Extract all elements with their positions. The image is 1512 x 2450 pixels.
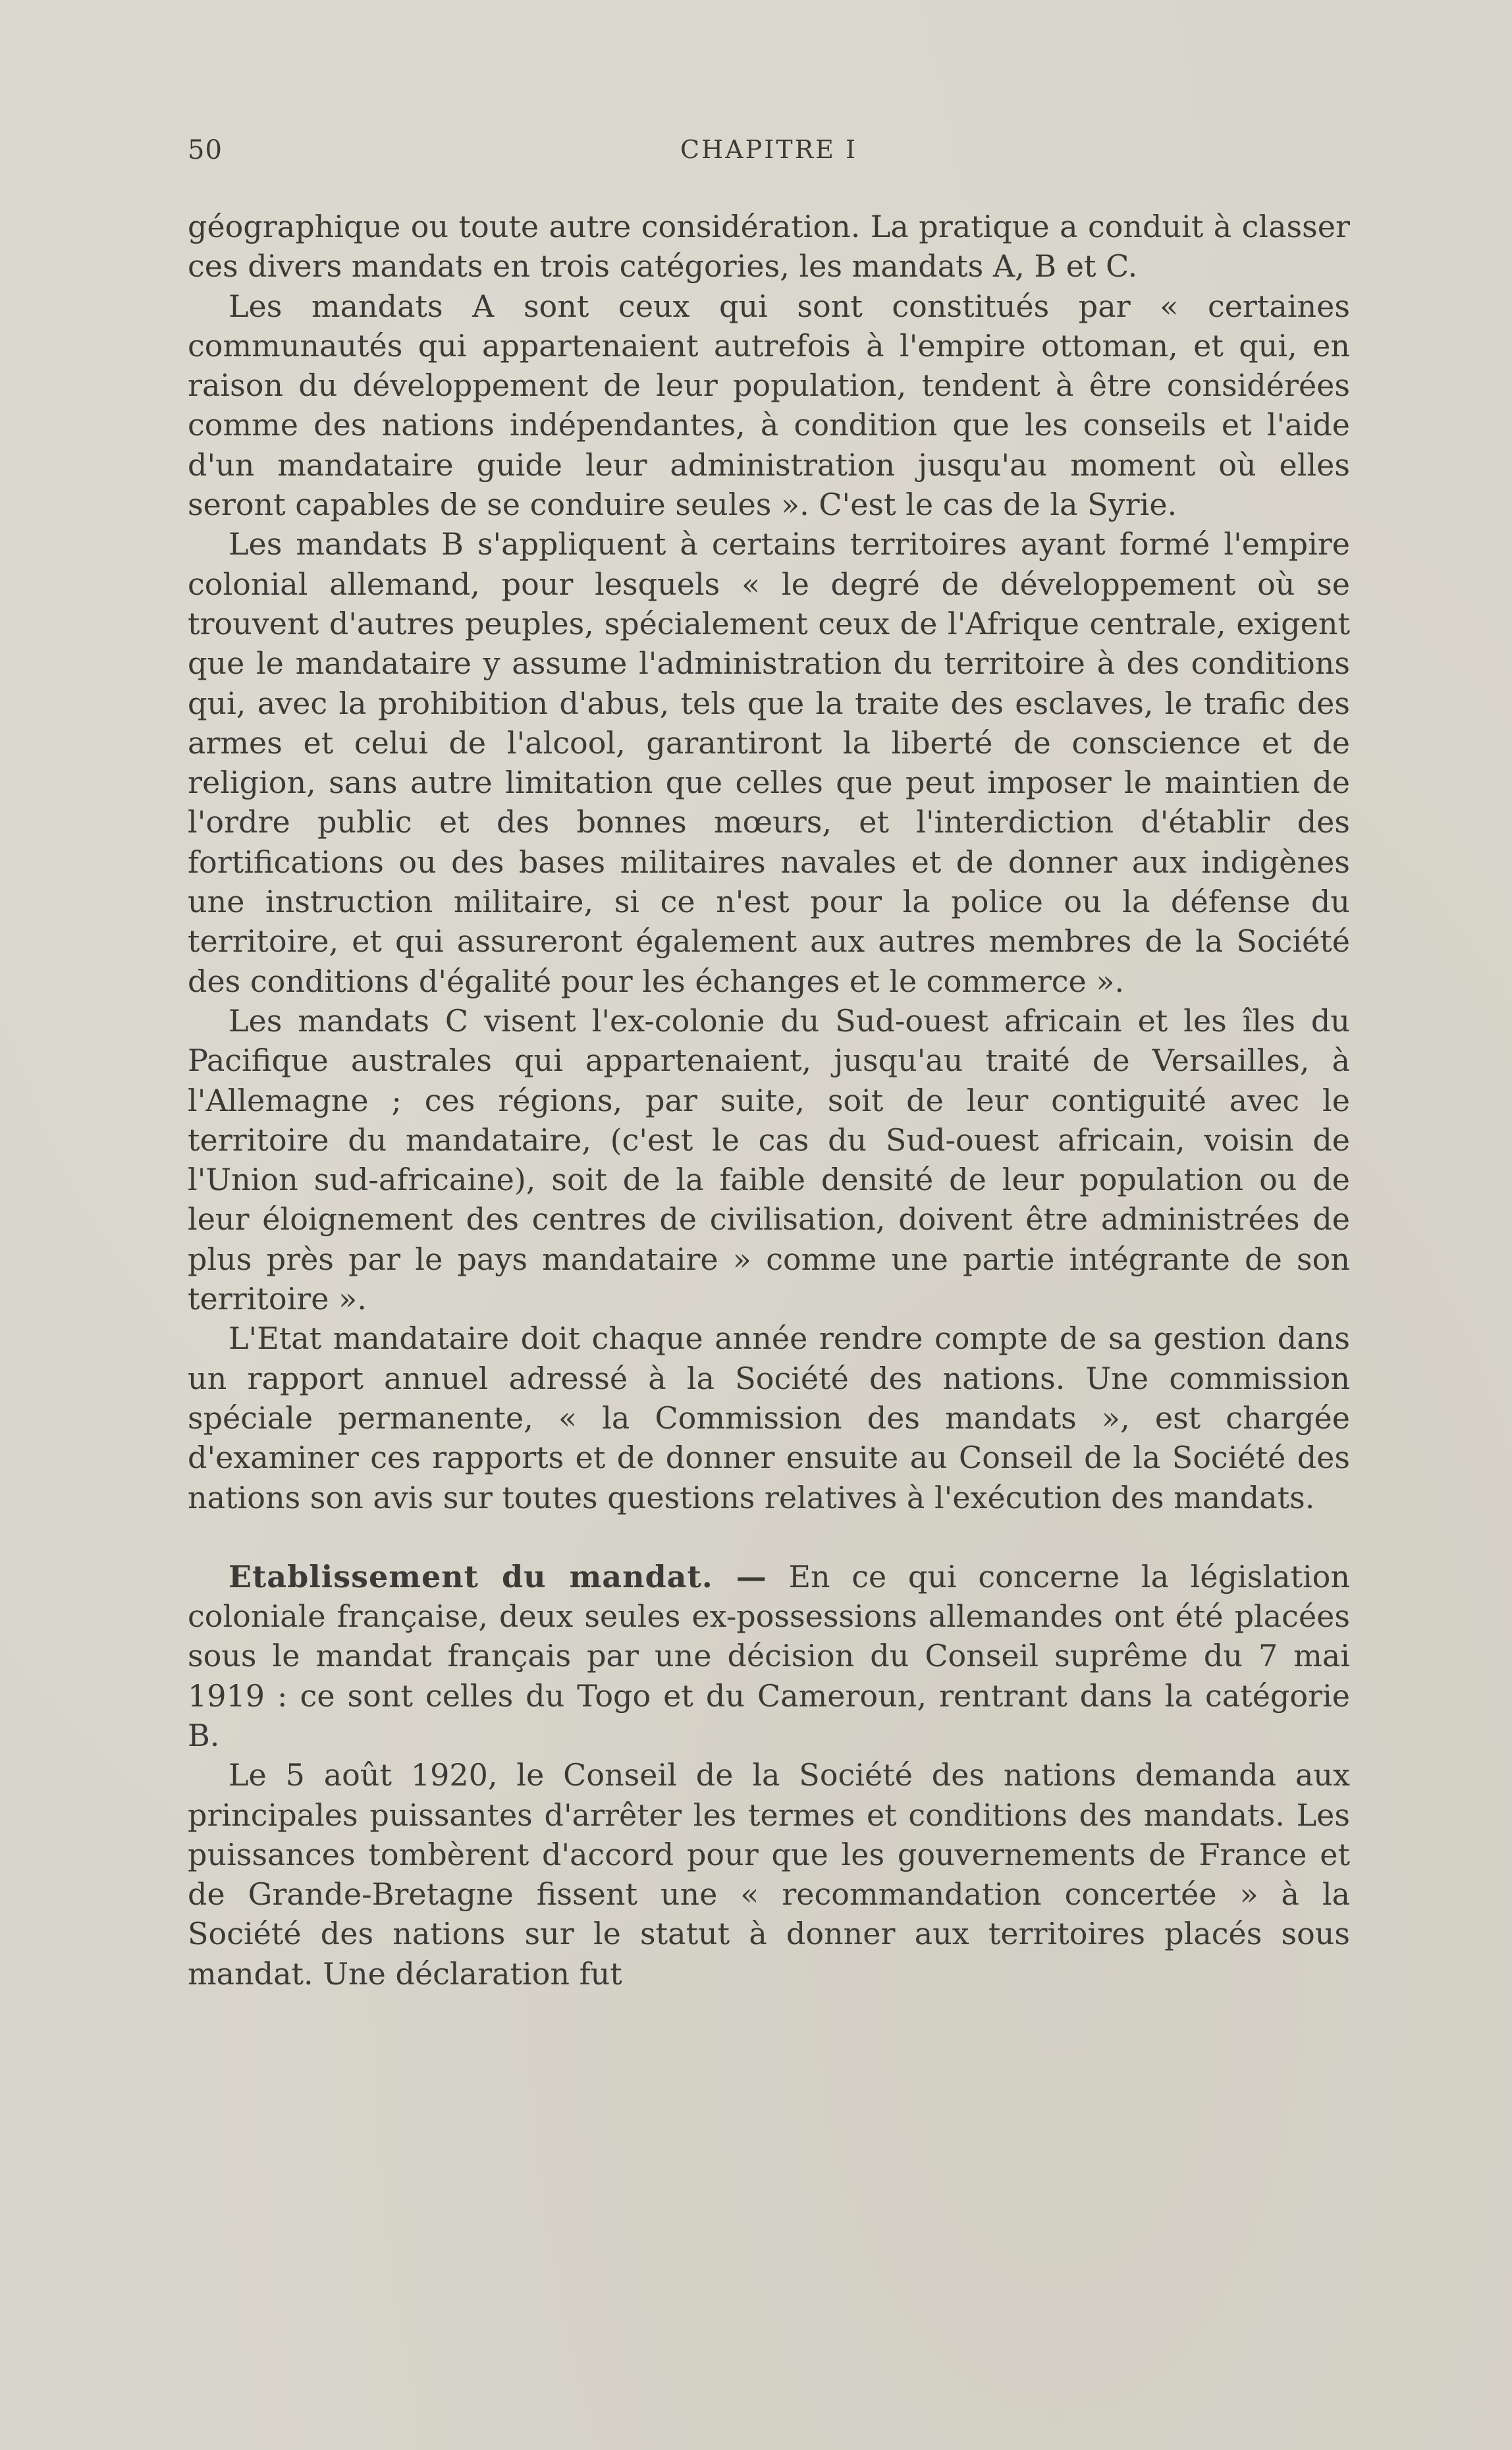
section-heading: Etablissement du mandat. — — [229, 1558, 767, 1594]
body-text — [188, 207, 1350, 1994]
paragraph-mandats-a: Les mandats A sont ceux qui sont constitués par « certaines communautés qui appartenaient autrefois à l'empire ottoman, et qui, en raison du développement de leur population, tendent à être considérées comme des nations indépendantes, à condition que les conseils et l'aide d'un mandataire guide leur administration jusqu'au moment où elles seront capables de se conduire seules ». C'est le cas de la Syrie. — [188, 288, 1350, 523]
running-head: CHAPITRE I — [680, 135, 858, 164]
paragraph-final: Le 5 août 1920, le Conseil de la Société des nations demanda aux principales puissantes d'arrêter les termes et conditions des mandats. Les puissances tombèrent d'accord pour que les gouvernements de France et de Grande-Bretagne fissent une « recommandation concertée » à la Société des nations sur le statut à donner aux territoires placés sous mandat. Une déclaration fut — [188, 1757, 1350, 1992]
paragraph-continuation: géographique ou toute autre considération. La pratique a conduit à classer ces divers mandats en trois catégories, les mandats A, B et C. — [188, 209, 1350, 285]
paragraph-mandats-b: Les mandats B s'appliquent à certains territoires ayant formé l'empire colonial allemand, pour lesquels « le degré de développement où se trouvent d'autres peuples, spécialement ceux de l'Afrique centrale, exigent que le mandataire y assume l'administration du territoire à des conditions qui, avec la prohibition d'abus, tels que la traite des esclaves, le trafic des armes et celui de l'alcool, garantiront la liberté de conscience et de religion, sans autre limitation que celles que peut imposer le maintien de l'ordre public et des bonnes mœurs, et l'interdiction d'établir des fortifications ou des bases militaires navales et de donner aux indigènes une instruction militaire, si ce n'est pour la police ou la défense du territoire, et qui assureront également aux autres membres de la Société des conditions d'égalité pour les échanges et le commerce ». — [188, 526, 1350, 999]
paragraph-etat-mandataire: L'Etat mandataire doit chaque année rendre compte de sa gestion dans un rapport annuel adressé à la Société des nations. Une commission spéciale permanente, « la Commission des mandats », est chargée d'examiner ces rapports et de donner ensuite au Conseil de la Société des nations son avis sur toutes questions relatives à l'exécution des mandats. — [188, 1320, 1350, 1515]
page-number: 50 — [188, 135, 223, 165]
paragraph-mandats-c: Les mandats C visent l'ex-colonie du Sud-ouest africain et les îles du Pacifique australes qui appartenaient, jusqu'au traité de Versailles, à l'Allemagne ; ces régions, par suite, soit de leur contiguité avec le territoire du mandataire, (c'est le cas du Sud-ouest africain, voisin de l'Union sud-africaine), soit de la faible densité de leur population ou de leur éloignement des centres de civilisation, doivent être administrées de plus près par le pays mandataire » comme une partie intégrante de son territoire ». — [188, 1002, 1350, 1317]
section-paragraph — [188, 1557, 1350, 1755]
section-text: En ce qui concerne la législation coloniale française, deux seules ex-possessions allemandes ont été placées sous le mandat français par une décision du Conseil suprême du 7 mai 1919 : ce sont celles du Togo et du Cameroun, rentrant dans la catégorie B. — [188, 1558, 1351, 1753]
page-header — [188, 135, 1350, 175]
